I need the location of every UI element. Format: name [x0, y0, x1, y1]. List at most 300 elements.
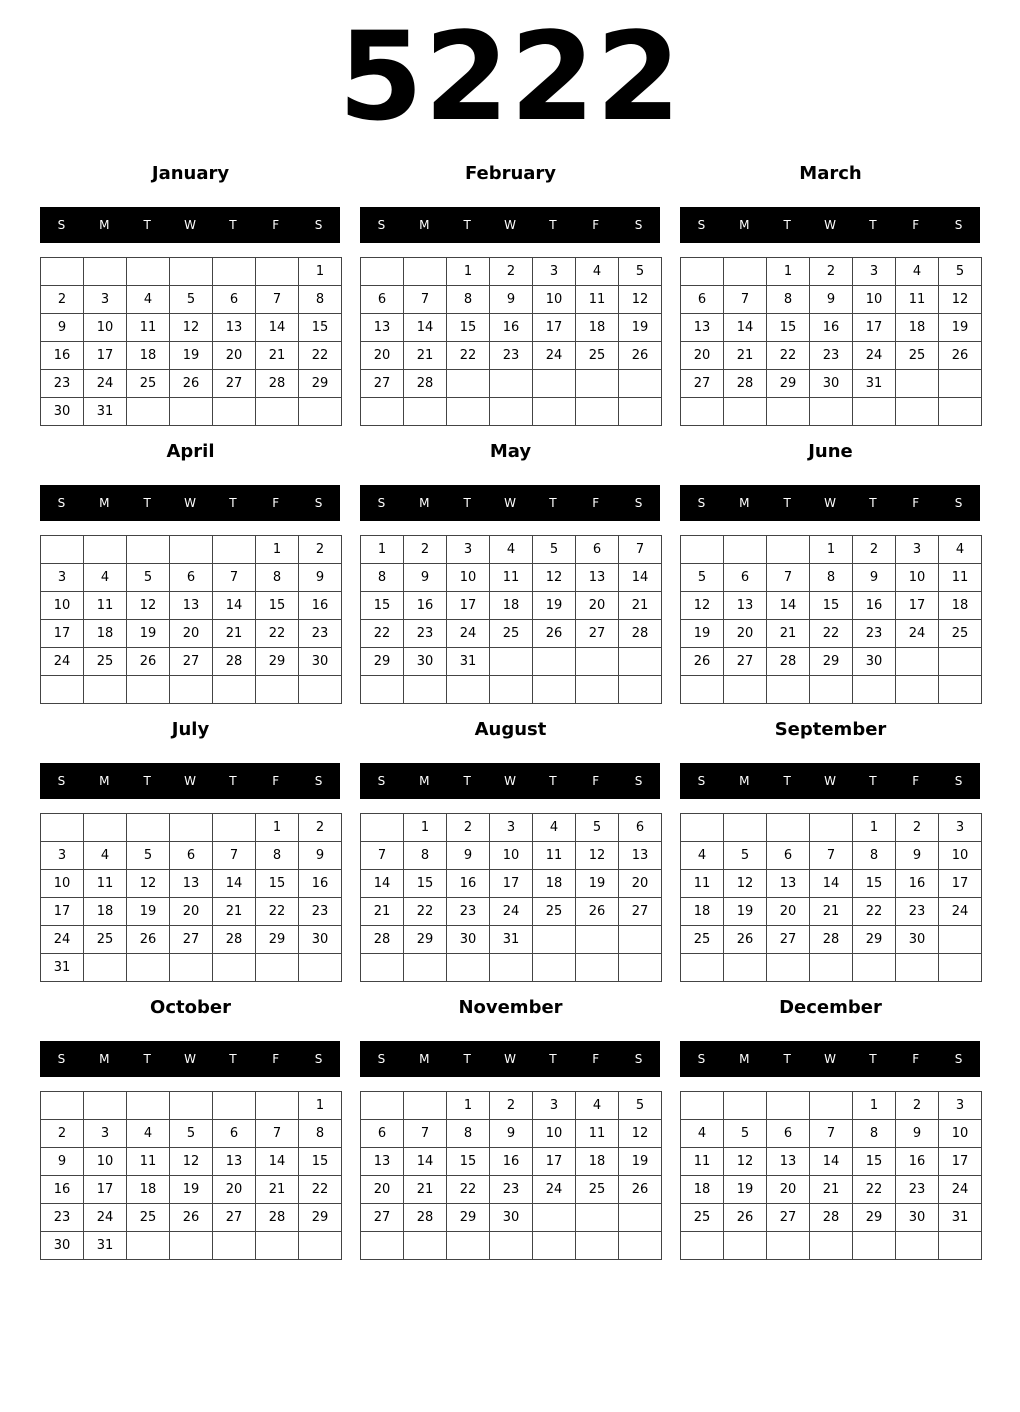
empty-cell [576, 676, 619, 704]
day-cell: 4 [127, 286, 170, 314]
empty-cell [127, 814, 170, 842]
weekday-label: T [229, 774, 237, 788]
day-cell: 2 [41, 286, 84, 314]
empty-cell [533, 954, 576, 982]
weekday-header [680, 485, 980, 521]
empty-cell [127, 398, 170, 426]
day-cell: 22 [447, 1176, 490, 1204]
day-cell: 13 [213, 314, 256, 342]
day-cell: 30 [404, 648, 447, 676]
weekday-label: M [99, 1052, 110, 1066]
day-cell: 11 [490, 564, 533, 592]
day-cell: 4 [576, 1092, 619, 1120]
day-cell: 5 [533, 536, 576, 564]
weekday-header [680, 207, 980, 243]
weekday-label: F [912, 774, 920, 788]
empty-cell [767, 814, 810, 842]
weekday-label: W [824, 496, 836, 510]
day-cell: 8 [256, 842, 299, 870]
weekday-label: F [592, 1052, 600, 1066]
day-cell: 25 [896, 342, 939, 370]
weekday-label: T [229, 1052, 237, 1066]
day-cell: 19 [619, 314, 662, 342]
day-cell: 28 [213, 926, 256, 954]
day-cell: 27 [361, 1204, 404, 1232]
empty-cell [404, 1092, 447, 1120]
day-grid [360, 813, 662, 982]
empty-cell [576, 398, 619, 426]
day-cell: 30 [299, 926, 342, 954]
empty-cell [619, 1204, 662, 1232]
empty-cell [619, 954, 662, 982]
day-cell: 29 [767, 370, 810, 398]
day-grid [40, 535, 342, 704]
day-cell: 18 [576, 1148, 619, 1176]
day-cell: 8 [299, 286, 342, 314]
day-cell: 26 [170, 1204, 213, 1232]
day-cell: 11 [896, 286, 939, 314]
day-cell: 15 [767, 314, 810, 342]
year-title: 5222 [338, 6, 682, 148]
day-cell: 28 [256, 1204, 299, 1232]
empty-cell [127, 258, 170, 286]
empty-cell [939, 954, 982, 982]
day-grid [40, 257, 342, 426]
day-cell: 19 [724, 898, 767, 926]
weekday-label: T [783, 1052, 791, 1066]
empty-cell [213, 1092, 256, 1120]
empty-cell [361, 1092, 404, 1120]
day-cell: 26 [681, 648, 724, 676]
day-cell: 29 [447, 1204, 490, 1232]
day-cell: 20 [361, 1176, 404, 1204]
day-cell: 26 [619, 1176, 662, 1204]
weekday-label: F [592, 774, 600, 788]
day-cell: 3 [853, 258, 896, 286]
weekday-label: S [697, 218, 706, 232]
day-cell: 15 [447, 1148, 490, 1176]
day-grid [360, 257, 662, 426]
day-cell: 18 [127, 1176, 170, 1204]
day-cell: 21 [404, 342, 447, 370]
month-name: August [474, 719, 547, 740]
day-cell: 17 [41, 620, 84, 648]
day-cell: 5 [576, 814, 619, 842]
empty-cell [361, 398, 404, 426]
day-cell: 13 [767, 1148, 810, 1176]
empty-cell [256, 676, 299, 704]
day-cell: 29 [299, 370, 342, 398]
empty-cell [404, 676, 447, 704]
weekday-label: S [634, 496, 643, 510]
empty-cell [213, 676, 256, 704]
day-cell: 24 [41, 926, 84, 954]
weekday-header [40, 485, 340, 521]
weekday-label: F [272, 1052, 280, 1066]
day-cell: 19 [533, 592, 576, 620]
day-cell: 31 [447, 648, 490, 676]
day-cell: 22 [767, 342, 810, 370]
day-cell: 3 [533, 258, 576, 286]
day-cell: 18 [533, 870, 576, 898]
day-cell: 19 [939, 314, 982, 342]
day-cell: 10 [41, 870, 84, 898]
weekday-header [360, 1041, 660, 1077]
day-cell: 27 [724, 648, 767, 676]
day-cell: 31 [853, 370, 896, 398]
day-cell: 27 [170, 648, 213, 676]
day-cell: 17 [41, 898, 84, 926]
day-cell: 1 [299, 258, 342, 286]
day-cell: 3 [896, 536, 939, 564]
day-cell: 4 [939, 536, 982, 564]
day-cell: 22 [256, 898, 299, 926]
empty-cell [84, 954, 127, 982]
weekday-label: S [697, 1052, 706, 1066]
day-cell: 11 [127, 1148, 170, 1176]
weekday-label: S [697, 496, 706, 510]
weekday-label: T [783, 218, 791, 232]
empty-cell [724, 258, 767, 286]
day-cell: 7 [724, 286, 767, 314]
day-cell: 18 [127, 342, 170, 370]
day-cell: 27 [767, 1204, 810, 1232]
day-cell: 3 [41, 564, 84, 592]
day-cell: 18 [896, 314, 939, 342]
empty-cell [84, 258, 127, 286]
day-cell: 14 [213, 592, 256, 620]
weekday-label: S [377, 774, 386, 788]
weekday-label: F [592, 218, 600, 232]
day-cell: 4 [533, 814, 576, 842]
day-cell: 17 [84, 1176, 127, 1204]
day-cell: 26 [127, 926, 170, 954]
weekday-label: W [504, 218, 516, 232]
weekday-label: T [869, 496, 877, 510]
day-cell: 23 [810, 342, 853, 370]
day-cell: 12 [619, 286, 662, 314]
day-cell: 11 [84, 870, 127, 898]
day-cell: 19 [681, 620, 724, 648]
weekday-label: M [739, 774, 750, 788]
empty-cell [533, 1232, 576, 1260]
day-cell: 11 [576, 286, 619, 314]
empty-cell [896, 676, 939, 704]
day-cell: 20 [681, 342, 724, 370]
weekday-label: S [697, 774, 706, 788]
day-cell: 29 [810, 648, 853, 676]
weekday-label: S [377, 1052, 386, 1066]
day-cell: 13 [681, 314, 724, 342]
day-cell: 7 [213, 842, 256, 870]
day-cell: 23 [896, 898, 939, 926]
day-cell: 16 [896, 870, 939, 898]
weekday-label: M [419, 774, 430, 788]
day-cell: 31 [41, 954, 84, 982]
weekday-label: W [824, 218, 836, 232]
day-cell: 20 [170, 898, 213, 926]
day-cell: 1 [299, 1092, 342, 1120]
empty-cell [256, 258, 299, 286]
empty-cell [170, 398, 213, 426]
day-cell: 30 [853, 648, 896, 676]
empty-cell [810, 1232, 853, 1260]
weekday-label: S [634, 1052, 643, 1066]
day-cell: 14 [810, 1148, 853, 1176]
weekday-label: W [824, 774, 836, 788]
weekday-label: M [99, 496, 110, 510]
empty-cell [127, 536, 170, 564]
day-cell: 1 [767, 258, 810, 286]
day-cell: 22 [299, 342, 342, 370]
day-cell: 11 [127, 314, 170, 342]
empty-cell [681, 398, 724, 426]
day-cell: 24 [853, 342, 896, 370]
day-cell: 18 [490, 592, 533, 620]
weekday-label: T [549, 496, 557, 510]
day-cell: 10 [490, 842, 533, 870]
day-cell: 16 [853, 592, 896, 620]
day-cell: 24 [939, 898, 982, 926]
weekday-label: S [314, 774, 323, 788]
empty-cell [41, 814, 84, 842]
day-cell: 5 [127, 564, 170, 592]
day-cell: 22 [447, 342, 490, 370]
empty-cell [939, 926, 982, 954]
day-cell: 26 [939, 342, 982, 370]
weekday-label: F [272, 496, 280, 510]
day-cell: 26 [127, 648, 170, 676]
weekday-label: F [912, 496, 920, 510]
empty-cell [361, 676, 404, 704]
day-grid [680, 813, 982, 982]
day-cell: 8 [447, 1120, 490, 1148]
empty-cell [213, 814, 256, 842]
day-cell: 12 [619, 1120, 662, 1148]
day-cell: 22 [361, 620, 404, 648]
day-cell: 2 [490, 1092, 533, 1120]
day-cell: 24 [533, 1176, 576, 1204]
day-cell: 21 [619, 592, 662, 620]
day-cell: 3 [447, 536, 490, 564]
empty-cell [576, 648, 619, 676]
empty-cell [361, 1232, 404, 1260]
weekday-header [360, 485, 660, 521]
day-cell: 30 [299, 648, 342, 676]
weekday-label: S [57, 1052, 66, 1066]
day-cell: 8 [767, 286, 810, 314]
day-cell: 26 [170, 370, 213, 398]
day-cell: 6 [170, 564, 213, 592]
weekday-label: T [463, 774, 471, 788]
day-cell: 5 [681, 564, 724, 592]
day-cell: 26 [533, 620, 576, 648]
weekday-label: F [912, 218, 920, 232]
empty-cell [213, 398, 256, 426]
day-cell: 5 [939, 258, 982, 286]
day-cell: 10 [533, 1120, 576, 1148]
day-cell: 17 [533, 1148, 576, 1176]
day-cell: 1 [361, 536, 404, 564]
weekday-label: M [99, 774, 110, 788]
day-cell: 17 [447, 592, 490, 620]
day-cell: 22 [404, 898, 447, 926]
weekday-label: T [229, 218, 237, 232]
weekday-label: W [504, 774, 516, 788]
empty-cell [127, 676, 170, 704]
empty-cell [619, 926, 662, 954]
month-name: July [171, 719, 210, 740]
day-cell: 1 [256, 536, 299, 564]
day-cell: 29 [404, 926, 447, 954]
empty-cell [490, 1232, 533, 1260]
weekday-header [40, 207, 340, 243]
weekday-label: S [57, 496, 66, 510]
day-cell: 21 [404, 1176, 447, 1204]
weekday-label: M [739, 1052, 750, 1066]
empty-cell [170, 536, 213, 564]
day-cell: 3 [939, 1092, 982, 1120]
day-cell: 12 [170, 314, 213, 342]
day-cell: 28 [213, 648, 256, 676]
day-cell: 27 [213, 370, 256, 398]
month-name: September [774, 719, 887, 740]
day-cell: 15 [299, 314, 342, 342]
day-cell: 20 [767, 1176, 810, 1204]
month-name: January [151, 163, 230, 184]
day-grid [680, 257, 982, 426]
day-cell: 10 [533, 286, 576, 314]
day-grid [40, 1091, 342, 1260]
day-cell: 14 [724, 314, 767, 342]
weekday-label: M [99, 218, 110, 232]
day-cell: 27 [361, 370, 404, 398]
weekday-header [40, 763, 340, 799]
empty-cell [576, 1232, 619, 1260]
weekday-label: S [954, 218, 963, 232]
empty-cell [767, 1092, 810, 1120]
empty-cell [127, 1092, 170, 1120]
day-cell: 4 [84, 564, 127, 592]
empty-cell [853, 676, 896, 704]
day-cell: 31 [84, 1232, 127, 1260]
day-cell: 28 [404, 370, 447, 398]
day-cell: 20 [767, 898, 810, 926]
empty-cell [939, 676, 982, 704]
day-cell: 19 [170, 1176, 213, 1204]
day-cell: 7 [810, 842, 853, 870]
empty-cell [810, 1092, 853, 1120]
weekday-label: S [634, 218, 643, 232]
day-cell: 3 [533, 1092, 576, 1120]
day-cell: 25 [84, 926, 127, 954]
empty-cell [681, 1232, 724, 1260]
day-cell: 18 [681, 1176, 724, 1204]
day-cell: 22 [256, 620, 299, 648]
day-cell: 23 [896, 1176, 939, 1204]
day-cell: 11 [576, 1120, 619, 1148]
day-cell: 27 [576, 620, 619, 648]
weekday-label: F [272, 774, 280, 788]
day-cell: 29 [853, 1204, 896, 1232]
empty-cell [490, 398, 533, 426]
day-cell: 25 [84, 648, 127, 676]
weekday-label: T [549, 774, 557, 788]
day-cell: 13 [361, 314, 404, 342]
empty-cell [576, 954, 619, 982]
weekday-label: T [143, 218, 151, 232]
empty-cell [681, 676, 724, 704]
day-cell: 7 [256, 1120, 299, 1148]
day-cell: 5 [619, 258, 662, 286]
weekday-label: M [419, 496, 430, 510]
day-cell: 21 [213, 898, 256, 926]
day-cell: 6 [170, 842, 213, 870]
day-cell: 14 [361, 870, 404, 898]
day-cell: 28 [810, 1204, 853, 1232]
day-cell: 25 [681, 1204, 724, 1232]
day-cell: 30 [41, 1232, 84, 1260]
day-cell: 20 [619, 870, 662, 898]
day-cell: 26 [724, 1204, 767, 1232]
day-cell: 13 [767, 870, 810, 898]
day-cell: 1 [404, 814, 447, 842]
day-cell: 14 [404, 1148, 447, 1176]
weekday-label: F [592, 496, 600, 510]
day-cell: 13 [170, 592, 213, 620]
empty-cell [767, 1232, 810, 1260]
weekday-label: M [419, 1052, 430, 1066]
day-cell: 4 [84, 842, 127, 870]
empty-cell [41, 676, 84, 704]
day-cell: 30 [447, 926, 490, 954]
empty-cell [724, 954, 767, 982]
weekday-header [360, 207, 660, 243]
day-cell: 19 [127, 898, 170, 926]
empty-cell [361, 814, 404, 842]
day-cell: 31 [490, 926, 533, 954]
empty-cell [724, 676, 767, 704]
day-cell: 2 [810, 258, 853, 286]
day-cell: 14 [404, 314, 447, 342]
day-cell: 30 [896, 1204, 939, 1232]
day-cell: 28 [361, 926, 404, 954]
day-cell: 19 [619, 1148, 662, 1176]
day-cell: 15 [810, 592, 853, 620]
empty-cell [619, 1232, 662, 1260]
day-cell: 23 [404, 620, 447, 648]
day-cell: 28 [404, 1204, 447, 1232]
day-cell: 12 [127, 592, 170, 620]
day-cell: 8 [299, 1120, 342, 1148]
day-cell: 9 [299, 564, 342, 592]
day-cell: 3 [84, 286, 127, 314]
day-cell: 3 [490, 814, 533, 842]
empty-cell [767, 536, 810, 564]
empty-cell [939, 370, 982, 398]
empty-cell [533, 926, 576, 954]
day-cell: 6 [361, 1120, 404, 1148]
day-cell: 9 [853, 564, 896, 592]
empty-cell [810, 398, 853, 426]
empty-cell [939, 1232, 982, 1260]
empty-cell [84, 676, 127, 704]
empty-cell [681, 954, 724, 982]
day-grid [40, 813, 342, 982]
empty-cell [810, 954, 853, 982]
weekday-label: F [272, 218, 280, 232]
day-cell: 17 [490, 870, 533, 898]
